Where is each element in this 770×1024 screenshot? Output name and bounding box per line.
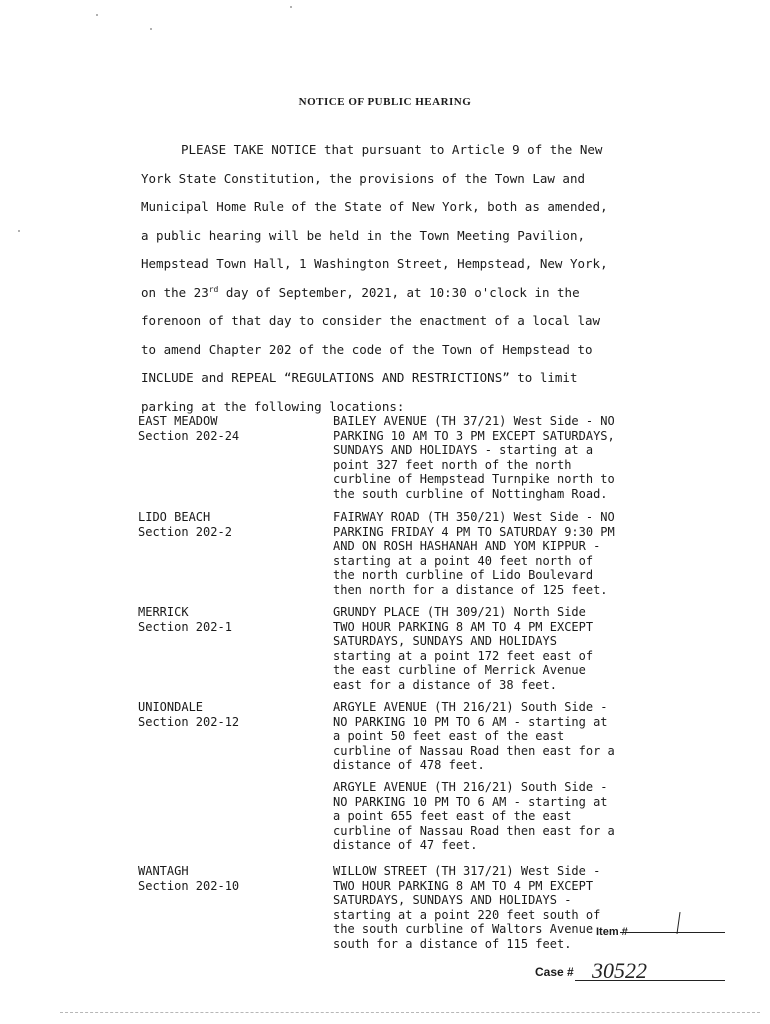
entry-section: Section 202-1	[138, 619, 232, 634]
entry-line: a point 50 feet east of the east	[333, 729, 565, 744]
intro-line: parking at the following locations:	[141, 398, 405, 414]
entry-line: curbline of Nassau Road then east for a	[333, 823, 615, 838]
entry-place: MERRICK	[138, 605, 189, 619]
entry-location	[138, 700, 239, 729]
entry-location	[138, 414, 239, 443]
intro-line: to amend Chapter 202 of the code of the Town of Hempstead to	[141, 341, 593, 357]
entry-section: Section 202-24	[138, 428, 240, 443]
hearing-date-prefix: on the 23	[141, 284, 209, 300]
entry-place: UNIONDALE	[138, 700, 204, 714]
entry-line: east for a distance of 38 feet.	[333, 677, 557, 692]
entry-line: SUNDAYS AND HOLIDAYS - starting at a	[333, 443, 594, 458]
hearing-date-rest: day of September, 2021, at 10:30 o'clock in the	[218, 284, 580, 300]
entry-line: GRUNDY PLACE (TH 309/21) North Side	[333, 605, 586, 619]
entry-description	[333, 510, 693, 598]
entry-line: SATURDAYS, SUNDAYS AND HOLIDAYS -	[333, 893, 572, 908]
entry-line: NO PARKING 10 PM TO 6 AM - starting at	[333, 714, 608, 729]
intro-line: a public hearing will be held in the Town Meeting Pavilion,	[141, 227, 586, 243]
entry-place: LIDO BEACH	[138, 510, 211, 524]
entry-line: starting at a point 220 feet south of	[333, 907, 601, 922]
scan-edge-artifact	[60, 1012, 760, 1013]
entry-section: Section 202-2	[138, 524, 232, 539]
entry-line: AND ON ROSH HASHANAH AND YOM KIPPUR -	[333, 539, 601, 554]
entry-line: a point 655 feet east of the east	[333, 809, 572, 824]
notice-title: NOTICE OF PUBLIC HEARING	[298, 96, 472, 108]
entry-line: the north curbline of Lido Boulevard	[333, 568, 594, 583]
entry-section: Section 202-10	[138, 878, 240, 893]
entry-line: starting at a point 172 feet east of	[333, 648, 594, 663]
entry-line: ARGYLE AVENUE (TH 216/21) South Side -	[333, 780, 608, 794]
entry-line: then north for a distance of 125 feet.	[333, 582, 608, 597]
entry-line: the south curbline of Nottingham Road.	[333, 486, 608, 501]
entry-description	[333, 864, 693, 952]
entry-place: EAST MEADOW	[138, 414, 218, 428]
entry-line: TWO HOUR PARKING 8 AM TO 4 PM EXCEPT	[333, 619, 594, 634]
intro-line	[141, 279, 701, 308]
entry-section: Section 202-12	[138, 714, 240, 729]
item-number-underline	[620, 932, 725, 933]
intro-line: York State Constitution, the provisions of the Town Law and	[141, 170, 586, 186]
intro-line: PLEASE TAKE NOTICE that pursuant to Article 9 of the New	[181, 142, 603, 157]
entry-line: distance of 47 feet.	[333, 838, 478, 853]
entry-line: point 327 feet north of the north	[333, 457, 572, 472]
entry-line: BAILEY AVENUE (TH 37/21) West Side - NO	[333, 414, 615, 428]
entry-place: WANTAGH	[138, 864, 189, 878]
entry-line: PARKING FRIDAY 4 PM TO SATURDAY 9:30 PM	[333, 524, 615, 539]
entry-line: ARGYLE AVENUE (TH 216/21) South Side -	[333, 700, 608, 714]
scan-speck	[96, 14, 98, 16]
case-number-handwritten: 30522	[592, 958, 647, 983]
ordinal-suffix: rd	[208, 284, 219, 294]
intro-line: INCLUDE and REPEAL “REGULATIONS AND RESTRICTIONS” to limit	[141, 370, 578, 385]
entry-description	[333, 780, 693, 853]
entry-line: curbline of Hempstead Turnpike north to	[333, 472, 615, 487]
intro-line: Municipal Home Rule of the State of New York, both as amended,	[141, 199, 608, 214]
entry-description	[333, 700, 693, 773]
entry-line: SATURDAYS, SUNDAYS AND HOLIDAYS	[333, 634, 557, 649]
scan-speck	[290, 6, 292, 8]
scan-speck	[150, 28, 152, 30]
entry-line: TWO HOUR PARKING 8 AM TO 4 PM EXCEPT	[333, 878, 594, 893]
entry-line: PARKING 10 AM TO 3 PM EXCEPT SATURDAYS,	[333, 428, 615, 443]
intro-paragraph	[141, 136, 701, 421]
intro-line: forenoon of that day to consider the enactment of a local law	[141, 313, 601, 328]
scan-speck	[18, 230, 20, 232]
entry-line: south for a distance of 115 feet.	[333, 936, 572, 951]
entry-location	[138, 605, 232, 634]
entry-line: curbline of Nassau Road then east for a	[333, 743, 615, 758]
entry-line: the east curbline of Merrick Avenue	[333, 663, 586, 678]
item-number-label: Item #	[596, 926, 628, 938]
entry-location	[138, 864, 239, 893]
entry-location	[138, 510, 232, 539]
entry-description	[333, 605, 693, 693]
case-number-label: Case #	[535, 965, 574, 979]
entry-description	[333, 414, 693, 502]
entry-line: FAIRWAY ROAD (TH 350/21) West Side - NO	[333, 510, 615, 524]
intro-line: Hempstead Town Hall, 1 Washington Street, Hempstead, New York,	[141, 256, 608, 271]
entry-line: distance of 478 feet.	[333, 758, 485, 773]
entry-line: WILLOW STREET (TH 317/21) West Side -	[333, 864, 601, 878]
entry-line: the south curbline of Waltors Avenue	[333, 922, 594, 937]
entry-line: starting at a point 40 feet north of	[333, 553, 594, 568]
case-number-underline	[575, 980, 725, 981]
entry-line: NO PARKING 10 PM TO 6 AM - starting at	[333, 794, 608, 809]
